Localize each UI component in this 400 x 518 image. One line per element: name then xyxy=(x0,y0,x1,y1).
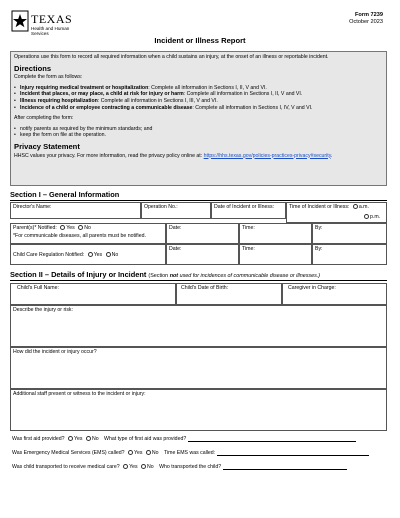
ccr-no-radio[interactable] xyxy=(106,252,111,257)
intro-text: Operations use this form to record all required information when a child sustains an injury, at the onset of an illness or reportable incident. xyxy=(14,54,329,60)
communicable-note: *For communicable diseases, all parents must be notified. xyxy=(13,233,146,240)
direction-item: • Incident that places, or may place, a child at risk for injury or harm: Complete all information in Sections I, II, V and VI. xyxy=(14,91,383,98)
parents-time-field[interactable]: Time: xyxy=(239,223,312,244)
ems-yes-radio[interactable] xyxy=(128,450,133,455)
operation-no-field[interactable]: Operation No.: xyxy=(141,202,211,219)
after-item: • keep the form on file at the operation. xyxy=(14,132,383,139)
ccr-notified-field: Child Care Regulation Notified: Yes No xyxy=(10,244,166,265)
who-transported-line[interactable] xyxy=(223,465,347,470)
pm-radio[interactable] xyxy=(364,214,369,219)
ems-time-line[interactable] xyxy=(217,451,369,456)
directions-heading: Directions xyxy=(14,63,52,73)
direction-item: • Incidence of a child or employee contracting a communicable disease: Complete all information in Sections I, IV, V and VI. xyxy=(14,105,383,112)
ems-row: Was Emergency Medical Services (EMS) called? Yes No Time EMS was called: xyxy=(12,450,369,456)
privacy-heading: Privacy Statement xyxy=(14,141,80,151)
complete-as-follows: Complete the form as follows: xyxy=(14,74,83,81)
privacy-text: HHSC values your privacy. For more information, read the privacy policy online at: https://hhs.texas.gov/policies-practices-privacy#security. xyxy=(14,152,333,159)
transported-yes-radio[interactable] xyxy=(123,464,128,469)
child-dob-field[interactable]: Child's Date of Birth: xyxy=(176,283,282,305)
first-aid-no-radio[interactable] xyxy=(86,436,91,441)
texas-star-logo-icon xyxy=(11,10,29,32)
directors-name-field[interactable]: Director's Name: xyxy=(10,202,141,219)
section1-heading: Section I – General Information xyxy=(10,190,387,201)
section2-heading: Section II – Details of Injury or Incident (Section not used for incidences of communicable disease or illnesses.) xyxy=(10,270,387,281)
form-title: Incident or Illness Report xyxy=(154,36,246,45)
directions-list xyxy=(14,85,383,111)
after-completing: After completing the form: xyxy=(14,115,74,122)
form-date: October 2023 xyxy=(349,19,383,25)
ccr-by-field[interactable]: By: xyxy=(312,244,387,265)
form-number: Form 7239 xyxy=(355,12,383,18)
parents-yes-radio[interactable] xyxy=(60,225,65,230)
ccr-time-field[interactable]: Time: xyxy=(239,244,312,265)
first-aid-type-line[interactable] xyxy=(188,437,356,442)
parents-by-field[interactable]: By: xyxy=(312,223,387,244)
logo-agency: Health and Human Services xyxy=(31,26,70,36)
date-incident-field[interactable]: Date of Incident or Illness: xyxy=(211,202,286,219)
after-list xyxy=(14,126,383,139)
am-radio[interactable] xyxy=(353,204,358,209)
ccr-date-field[interactable]: Date: xyxy=(166,244,239,265)
time-incident-field[interactable]: Time of Incident or Illness: a.m. p.m. xyxy=(286,202,387,223)
instructions-panel xyxy=(10,51,387,186)
logo-state: TEXAS xyxy=(31,12,73,26)
caregiver-field[interactable]: Caregiver in Charge: xyxy=(282,283,387,305)
first-aid-row: Was first aid provided? Yes No What type of first aid was provided? xyxy=(12,436,356,442)
ems-no-radio[interactable] xyxy=(146,450,151,455)
privacy-link[interactable]: https://hhs.texas.gov/policies-practices-privacy#security xyxy=(203,152,331,159)
direction-item: • Illness requiring hospitalization: Complete all information in Sections I, III, V and VI. xyxy=(14,98,383,105)
parents-no-radio[interactable] xyxy=(78,225,83,230)
how-occurred-field[interactable]: How did the incident or injury occur? xyxy=(10,347,387,389)
parents-date-field[interactable]: Date: xyxy=(166,223,239,244)
first-aid-yes-radio[interactable] xyxy=(68,436,73,441)
child-name-field[interactable]: Child's Full Name: xyxy=(10,283,176,305)
parents-notified-field: Parent(s)* Notified: Yes No *For communicable diseases, all parents must be notified. xyxy=(10,223,166,244)
section2-note: (Section not used for incidences of communicable disease or illnesses.) xyxy=(148,273,321,279)
form-number-block xyxy=(349,12,383,26)
witness-field[interactable]: Additional staff present or witness to the incident or injury: xyxy=(10,389,387,431)
ccr-yes-radio[interactable] xyxy=(88,252,93,257)
transported-row: Was child transported to receive medical care? Yes No Who transported the child? xyxy=(12,464,347,470)
direction-item: • Injury requiring medical treatment or hospitalization: Complete all information in Sections I, II, V and VI. xyxy=(14,85,383,92)
after-item: • notify parents as required by the minimum standards; and xyxy=(14,126,383,133)
transported-no-radio[interactable] xyxy=(141,464,146,469)
describe-injury-field[interactable]: Describe the injury or risk: xyxy=(10,305,387,347)
